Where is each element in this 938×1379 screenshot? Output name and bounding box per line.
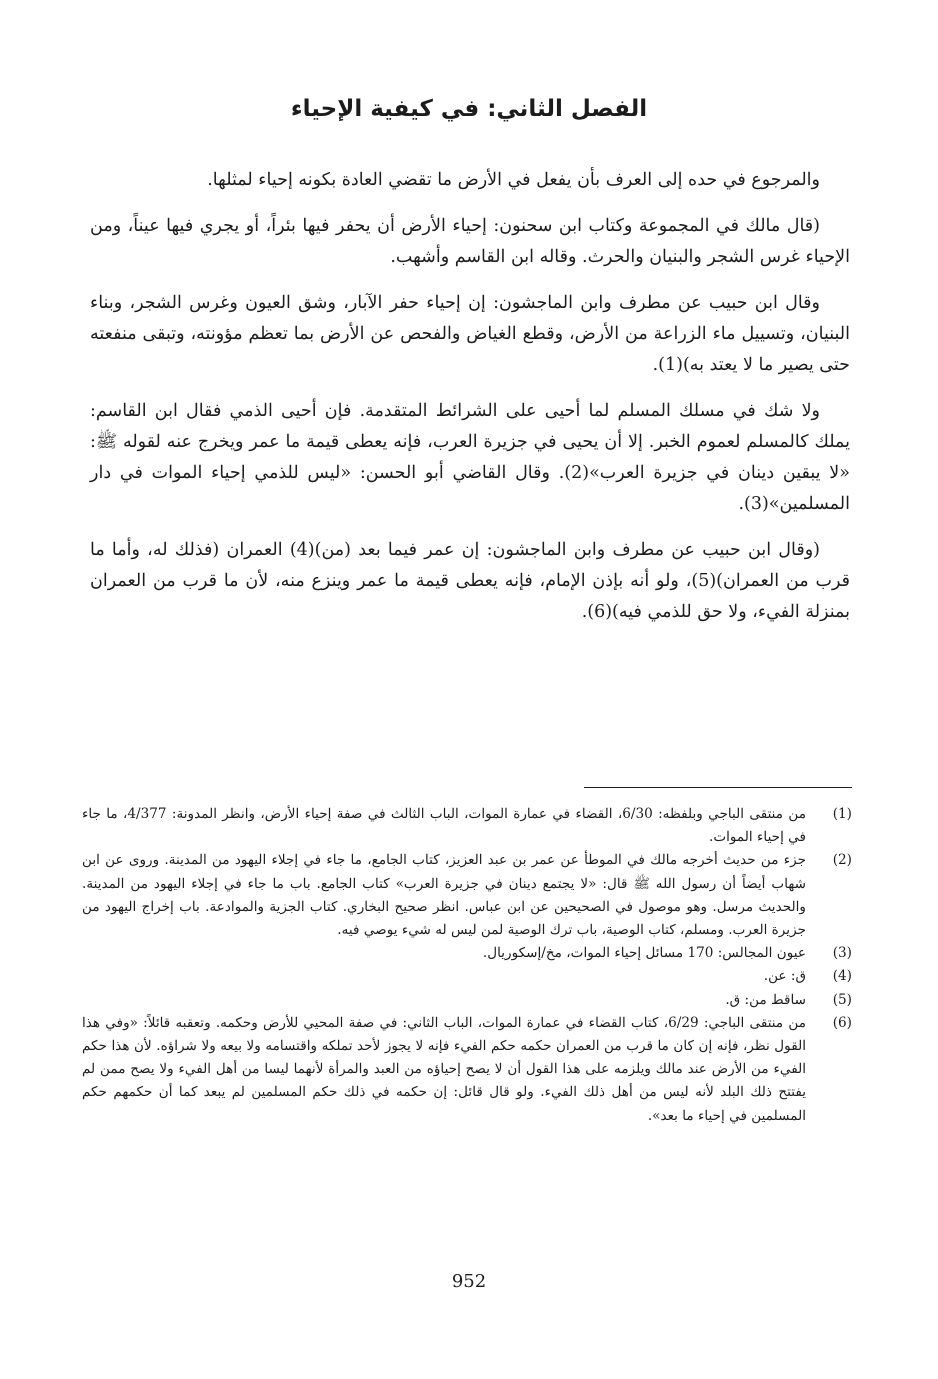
footnote-text: من منتقى الباجي وبلفظه: 6/30، القضاء في عمارة الموات، الباب الثالث في صفة إحياء الأرض، وانظر المدونة: 4/377، ما جاء في إحياء الموات. bbox=[82, 806, 806, 846]
paragraph: والمرجوع في حده إلى العرف بأن يفعل في الأرض ما تقضي العادة بكونه إحياء لمثلها. bbox=[207, 170, 820, 190]
footnote-text: عيون المجالس: 170 مسائل إحياء الموات، مخ/إسكوريال. bbox=[482, 945, 806, 962]
footnote-text: جزء من حديث أخرجه مالك في الموطأ عن عمر بن عبد العزيز، كتاب الجامع، ما جاء في إجلاء اليهود من المدينة. وروى عن ابن شهاب أيضاً أن رسول الله ﷺ قال: «لا يجتمع دينان في جزيرة العرب» كتاب الجامع. باب ما جاء في إجلاء اليهود من المدينة. والحديث مرسل. وهو موصول في الصحيحين عن ابن عباس. انظر صحيح البخاري. كتاب الجزية والموادعة. باب إخراج اليهود من جزيرة العرب. ومسلم، كتاب الوصية، باب ترك الوصية لمن ليس له شيء يوصي فيه. bbox=[82, 852, 806, 939]
paragraph: (قال مالك في المجموعة وكتاب ابن سحنون: إحياء الأرض أن يحفر فيها بئراً، أو يجري فيها عيناً، ومن الإحياء غرس الشجر والبنيان والحرث. وقاله ابن القاسم وأشهب. bbox=[90, 216, 850, 267]
footnote-divider bbox=[584, 787, 852, 788]
footnote bbox=[82, 803, 852, 849]
footnote-text: ق: عن. bbox=[763, 968, 806, 985]
footnote-text: ساقط من: ق. bbox=[725, 991, 806, 1008]
chapter-title: الفصل الثاني: في كيفية الإحياء bbox=[290, 96, 648, 122]
main-text bbox=[90, 165, 850, 643]
footnote-number: (6) bbox=[832, 1014, 852, 1031]
footnote-number: (2) bbox=[832, 852, 852, 869]
footnote bbox=[82, 1012, 852, 1128]
paragraph: وقال ابن حبيب عن مطرف وابن الماجشون: إن إحياء حفر الآبار، وشق العيون وغرس الشجر، وبناء البنيان، وتسييل ماء الزراعة من الأرض، وقطع الغياض والفحص عن الأرض بما تعظم مؤونته، وتبقى منفعته حتى يصير ما لا يعتد به)(1). bbox=[90, 293, 850, 375]
footnote bbox=[82, 849, 852, 942]
footnote-number: (4) bbox=[832, 968, 852, 985]
page-number: 952 bbox=[451, 1271, 487, 1292]
footnote-text: من منتقى الباجي: 6/29، كتاب القضاء في عمارة الموات، الباب الثاني: في صفة المحيي للأرض وحكمه. وتعقبه قائلاً: «وفي هذا القول نظر، فإنه إن كان ما قرب من العمران حكمه حكم الفيء فإنه لا يجوز لأحد تملكه واقتسامه ولا بيعه ولا شراؤه. لأن هذا حكم الفيء من الأرض عند مالك ويلزمه على هذا القول أن لا يصح إحياؤه من العبد والمرأة لأنهما ليسا من أهل الفيء ولا يصح ممن لم يفتتح ذلك البلد لأنه ليس من أهل ذلك الفيء. ولو قال قائل: إن حكمه في ذلك حكم المسلمين لم يبعد كما أن حكمهم حكم المسلمين في إحياء ما بعد». bbox=[82, 1014, 806, 1124]
footnotes bbox=[82, 803, 852, 1128]
paragraph: ولا شك في مسلك المسلم لما أحيى على الشرائط المتقدمة. فإن أحيى الذمي فقال ابن القاسم: يملك كالمسلم لعموم الخبر. إلا أن يحيى في جزيرة العرب، فإنه يعطى قيمة ما عمر ويخرج عنه لقوله ﷺ: «لا يبقين دينان في جزيرة العرب»(2). وقال القاضي أبو الحسن: «ليس للذمي إحياء الموات في دار المسلمين»(3). bbox=[90, 401, 850, 514]
footnote bbox=[82, 965, 852, 988]
footnote-number: (1) bbox=[832, 806, 852, 822]
footnote bbox=[82, 989, 852, 1012]
footnote-number: (3) bbox=[832, 945, 852, 962]
paragraph: (وقال ابن حبيب عن مطرف وابن الماجشون: إن عمر فيما بعد (من)(4) العمران (فذلك له، وأما ما قرب من العمران)(5)، ولو أنه بإذن الإمام، فإنه يعطى قيمة ما عمر وينزع منه، لأن ما قرب من العمران بمنزلة الفيء، ولا حق للذمي فيه)(6). bbox=[90, 540, 850, 622]
footnote bbox=[82, 942, 852, 965]
footnote-number: (5) bbox=[832, 991, 852, 1008]
